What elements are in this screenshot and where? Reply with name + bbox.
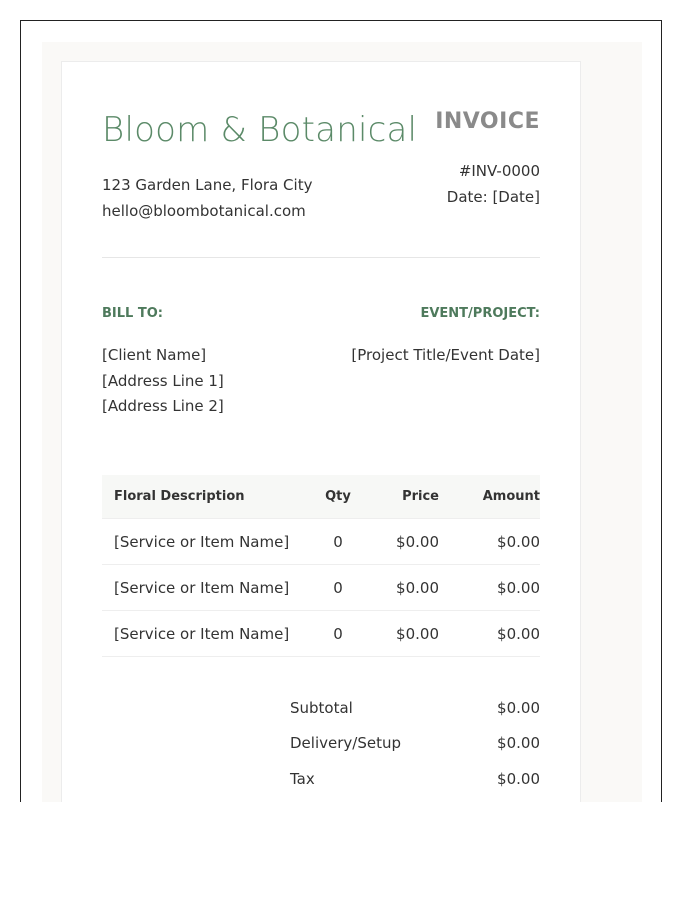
line-items-table bbox=[102, 475, 540, 657]
invoice-paper bbox=[61, 61, 581, 802]
table-row bbox=[102, 565, 540, 611]
bill-to-block bbox=[102, 343, 224, 420]
tax-label: Tax bbox=[290, 769, 315, 788]
item-qty: 0 bbox=[333, 532, 343, 551]
totals-block bbox=[290, 690, 540, 797]
invoice-title: INVOICE bbox=[435, 109, 540, 134]
client-address-line-2: [Address Line 2] bbox=[102, 397, 224, 415]
item-price: $0.00 bbox=[396, 624, 439, 643]
table-row bbox=[102, 611, 540, 657]
subtotal-label: Subtotal bbox=[290, 698, 353, 717]
delivery-value: $0.00 bbox=[497, 734, 540, 753]
item-amount: $0.00 bbox=[497, 624, 540, 643]
company-email: hello@bloombotanical.com bbox=[102, 202, 306, 220]
delivery-label: Delivery/Setup bbox=[290, 734, 401, 753]
item-amount: $0.00 bbox=[497, 578, 540, 597]
company-contact bbox=[102, 172, 312, 224]
invoice-number: #INV-0000 bbox=[458, 162, 540, 180]
item-price: $0.00 bbox=[396, 578, 439, 597]
item-price: $0.00 bbox=[396, 532, 439, 551]
tax-row bbox=[290, 761, 540, 797]
header-amount: Amount bbox=[482, 489, 540, 504]
table-row bbox=[102, 519, 540, 565]
item-qty: 0 bbox=[333, 624, 343, 643]
header-divider bbox=[102, 257, 540, 258]
bill-to-label: BILL TO: bbox=[102, 306, 163, 321]
item-description: [Service or Item Name] bbox=[114, 578, 290, 597]
company-address: 123 Garden Lane, Flora City bbox=[102, 176, 313, 194]
item-qty: 0 bbox=[333, 578, 343, 597]
subtotal-row bbox=[290, 690, 540, 726]
client-name: [Client Name] bbox=[102, 346, 207, 364]
company-name: Bloom & Botanical bbox=[102, 110, 418, 150]
project-value: [Project Title/Event Date] bbox=[351, 346, 540, 364]
invoice-meta bbox=[447, 158, 540, 210]
invoice-date: Date: [Date] bbox=[446, 188, 540, 206]
header-description: Floral Description bbox=[114, 489, 245, 504]
item-amount: $0.00 bbox=[497, 532, 540, 551]
project-label: EVENT/PROJECT: bbox=[420, 306, 540, 321]
header-price: Price bbox=[402, 489, 439, 504]
header-qty: Qty bbox=[325, 489, 351, 504]
client-address-line-1: [Address Line 1] bbox=[102, 371, 224, 390]
tax-value: $0.00 bbox=[497, 769, 540, 788]
delivery-row bbox=[290, 726, 540, 762]
table-header bbox=[102, 475, 540, 519]
document-frame bbox=[20, 20, 662, 802]
item-description: [Service or Item Name] bbox=[114, 532, 290, 551]
subtotal-value: $0.00 bbox=[497, 698, 540, 717]
item-description: [Service or Item Name] bbox=[114, 624, 290, 643]
